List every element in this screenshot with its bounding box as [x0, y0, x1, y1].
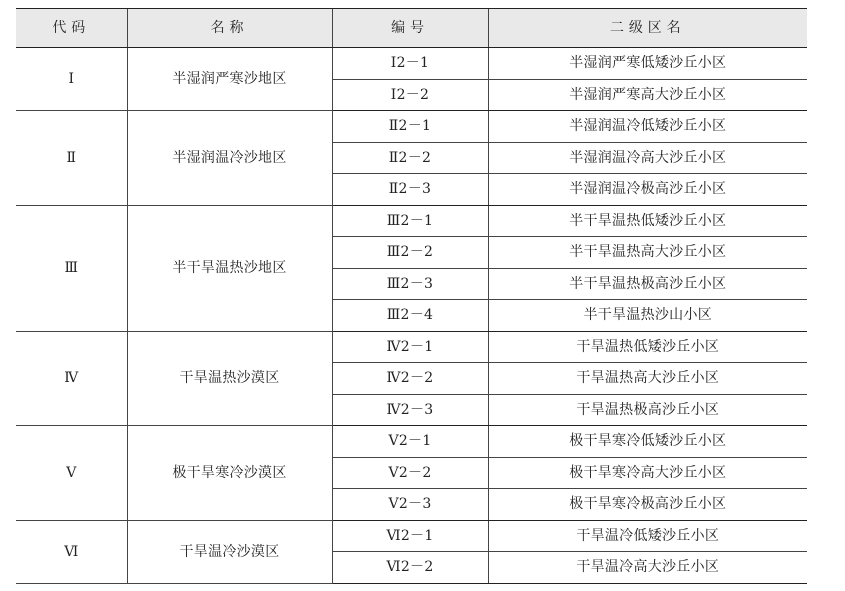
- subzone-number-cell: Ⅲ2－4: [332, 300, 488, 332]
- subzone-number-cell: Ⅱ2－2: [332, 142, 488, 174]
- zone-code-cell: Ⅴ: [16, 426, 127, 521]
- subzone-name-cell: 干旱温冷低矮沙丘小区: [488, 520, 807, 552]
- subzone-number-cell: Ⅰ2－2: [332, 79, 488, 111]
- subzone-number-cell: Ⅴ2－1: [332, 426, 488, 458]
- subzone-number-cell: Ⅲ2－2: [332, 237, 488, 269]
- zone-code-cell: Ⅱ: [16, 111, 127, 206]
- subzone-number-cell: Ⅴ2－3: [332, 489, 488, 521]
- subzone-name-cell: 极干旱寒冷高大沙丘小区: [488, 457, 807, 489]
- table-body: [16, 48, 807, 584]
- subzone-name-cell: 干旱温热极高沙丘小区: [488, 394, 807, 426]
- zone-name-cell: 半干旱温热沙地区: [127, 205, 332, 331]
- zone-name-cell: 干旱温热沙漠区: [127, 331, 332, 426]
- header-name: 名称: [127, 9, 332, 48]
- zone-code-cell: Ⅳ: [16, 331, 127, 426]
- subzone-name-cell: 半干旱温热低矮沙丘小区: [488, 205, 807, 237]
- subzone-number-cell: Ⅳ2－1: [332, 331, 488, 363]
- subzone-name-cell: 半湿润严寒高大沙丘小区: [488, 79, 807, 111]
- subzone-number-cell: Ⅱ2－3: [332, 174, 488, 206]
- zone-name-cell: 干旱温冷沙漠区: [127, 520, 332, 583]
- zone-name-cell: 半湿润严寒沙地区: [127, 48, 332, 111]
- subzone-number-cell: Ⅲ2－3: [332, 268, 488, 300]
- header-code: 代码: [16, 9, 127, 48]
- subzone-number-cell: Ⅵ2－1: [332, 520, 488, 552]
- subzone-number-cell: Ⅳ2－2: [332, 363, 488, 395]
- subzone-name-cell: 半湿润温冷极高沙丘小区: [488, 174, 807, 206]
- subzone-number-cell: Ⅳ2－3: [332, 394, 488, 426]
- table-row: [16, 48, 807, 80]
- subzone-name-cell: 干旱温热高大沙丘小区: [488, 363, 807, 395]
- subzone-number-cell: Ⅰ2－1: [332, 48, 488, 80]
- subzone-name-cell: 半干旱温热极高沙丘小区: [488, 268, 807, 300]
- subzone-name-cell: 半湿润严寒低矮沙丘小区: [488, 48, 807, 80]
- zone-table: [16, 8, 807, 584]
- subzone-name-cell: 极干旱寒冷低矮沙丘小区: [488, 426, 807, 458]
- subzone-name-cell: 干旱温冷高大沙丘小区: [488, 552, 807, 584]
- subzone-name-cell: 干旱温热低矮沙丘小区: [488, 331, 807, 363]
- table-row: [16, 205, 807, 237]
- table-row: [16, 520, 807, 552]
- zone-name-cell: 半湿润温冷沙地区: [127, 111, 332, 206]
- header-number: 编号: [332, 9, 488, 48]
- subzone-number-cell: Ⅴ2－2: [332, 457, 488, 489]
- subzone-name-cell: 半湿润温冷低矮沙丘小区: [488, 111, 807, 143]
- subzone-number-cell: Ⅵ2－2: [332, 552, 488, 584]
- table-header: [16, 9, 807, 48]
- subzone-number-cell: Ⅱ2－1: [332, 111, 488, 143]
- table-row: [16, 331, 807, 363]
- subzone-name-cell: 半干旱温热沙山小区: [488, 300, 807, 332]
- zone-name-cell: 极干旱寒冷沙漠区: [127, 426, 332, 521]
- zone-code-cell: Ⅲ: [16, 205, 127, 331]
- zone-code-cell: Ⅰ: [16, 48, 127, 111]
- header-row: [16, 9, 807, 48]
- subzone-number-cell: Ⅲ2－1: [332, 205, 488, 237]
- subzone-name-cell: 半干旱温热高大沙丘小区: [488, 237, 807, 269]
- header-subzone-name: 二级区名: [488, 9, 807, 48]
- table-row: [16, 426, 807, 458]
- subzone-name-cell: 极干旱寒冷极高沙丘小区: [488, 489, 807, 521]
- subzone-name-cell: 半湿润温冷高大沙丘小区: [488, 142, 807, 174]
- zone-code-cell: Ⅵ: [16, 520, 127, 583]
- table-row: [16, 111, 807, 143]
